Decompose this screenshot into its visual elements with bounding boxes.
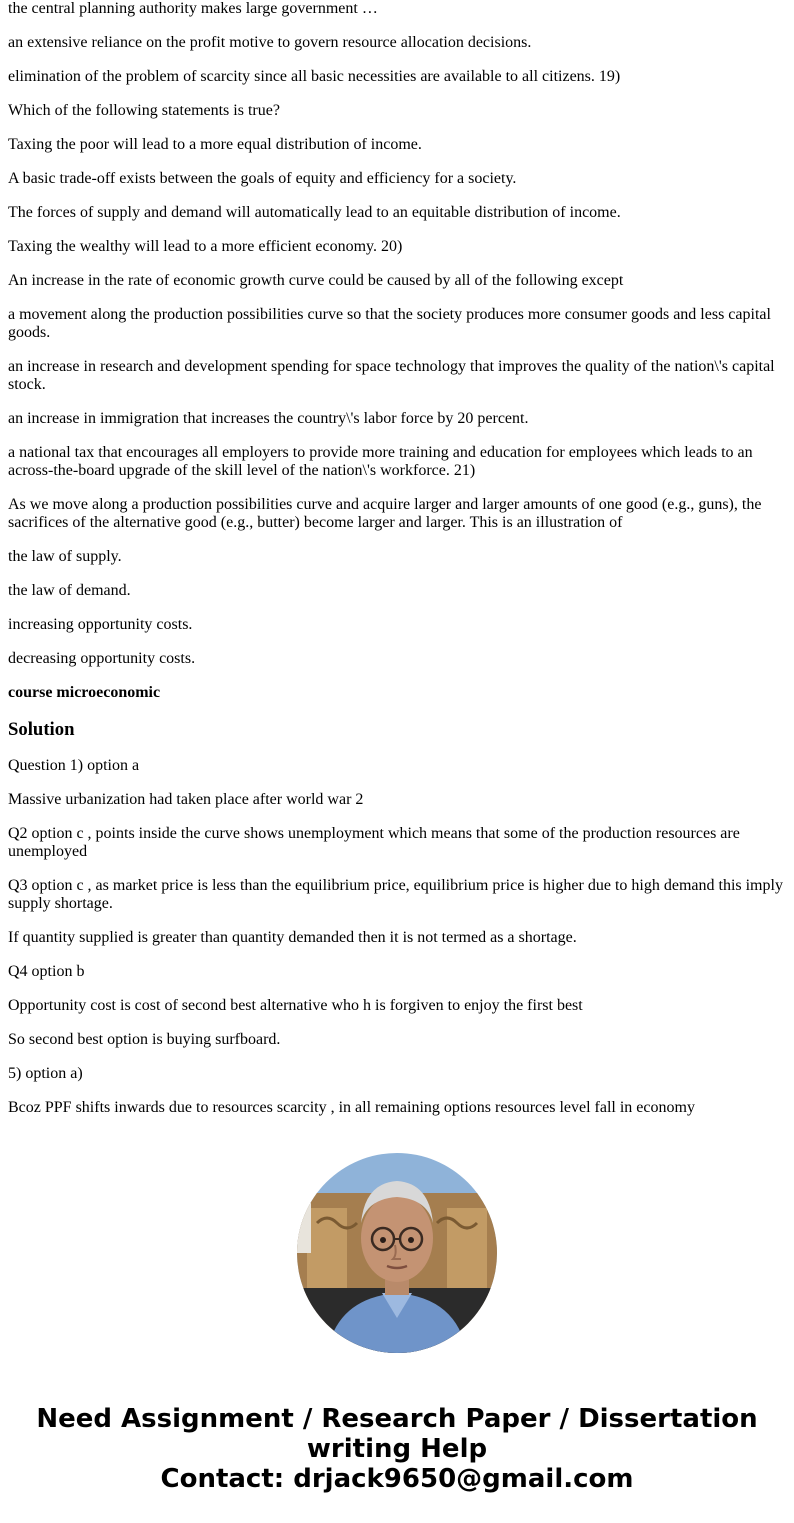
solution-line: Massive urbanization had taken place after world war 2	[8, 791, 364, 808]
answer-option: A basic trade-off exists between the goals of equity and efficiency for a society.	[8, 170, 517, 187]
answer-option: decreasing opportunity costs.	[8, 650, 196, 667]
question-text: Which of the following statements is true?	[8, 102, 280, 119]
solution-line: So second best option is buying surfboard.	[8, 1031, 281, 1048]
answer-option: elimination of the problem of scarcity since all basic necessities are available to all citizens. 19)	[8, 68, 621, 85]
answer-option: a movement along the production possibilities curve so that the society produces more consumer goods and less capital goods.	[8, 306, 771, 341]
solution-line: Q3 option c , as market price is less than the equilibrium price, equilibrium price is higher due to high demand this imply supply shortage.	[8, 877, 783, 912]
document-content	[8, 0, 786, 1133]
question-text: An increase in the rate of economic growth curve could be caused by all of the following except	[8, 272, 624, 289]
solution-line: Opportunity cost is cost of second best alternative who h is forgiven to enjoy the first best	[8, 997, 583, 1014]
promo-contact: Contact: drjack9650@gmail.com	[160, 1464, 634, 1494]
answer-option: increasing opportunity costs.	[8, 616, 193, 633]
solution-heading: Solution	[8, 719, 75, 740]
portrait-image	[297, 1153, 497, 1353]
promo-banner	[0, 1404, 794, 1494]
answer-option: the law of demand.	[8, 582, 131, 599]
answer-option: The forces of supply and demand will automatically lead to an equitable distribution of income.	[8, 204, 621, 221]
solution-line: If quantity supplied is greater than quantity demanded then it is not termed as a shortage.	[8, 929, 577, 946]
author-photo	[297, 1153, 497, 1353]
answer-option: Taxing the wealthy will lead to a more efficient economy. 20)	[8, 238, 403, 255]
solution-line: Q4 option b	[8, 963, 85, 980]
promo-line-1: Need Assignment / Research Paper / Dissertation	[36, 1404, 758, 1434]
answer-option: an increase in immigration that increases the country\'s labor force by 20 percent.	[8, 410, 529, 427]
solution-line: 5) option a)	[8, 1065, 83, 1082]
answer-option: the law of supply.	[8, 548, 122, 565]
solution-line: Q2 option c , points inside the curve shows unemployment which means that some of the production resources are unemployed	[8, 825, 740, 860]
answer-option: a national tax that encourages all employers to provide more training and education for employees which leads to an across-the-board upgrade of the skill level of the nation\'s workforce. 21)	[8, 444, 753, 479]
solution-line: Bcoz PPF shifts inwards due to resources scarcity , in all remaining options resources level fall in economy	[8, 1099, 695, 1116]
solution-line: Question 1) option a	[8, 757, 140, 774]
answer-option: Taxing the poor will lead to a more equal distribution of income.	[8, 136, 422, 153]
promo-line-2: writing Help	[306, 1434, 488, 1464]
answer-option: an increase in research and development spending for space technology that improves the quality of the nation\'s capital stock.	[8, 358, 775, 393]
course-label: course microeconomic	[8, 684, 161, 701]
answer-option: an extensive reliance on the profit motive to govern resource allocation decisions.	[8, 34, 532, 51]
question-text: As we move along a production possibilities curve and acquire larger and larger amounts of one good (e.g., guns), the sacrifices of the alternative good (e.g., butter) become larger and larger. This is an illustration of	[8, 496, 762, 531]
cut-off-line: the central planning authority makes large government …	[8, 0, 378, 17]
